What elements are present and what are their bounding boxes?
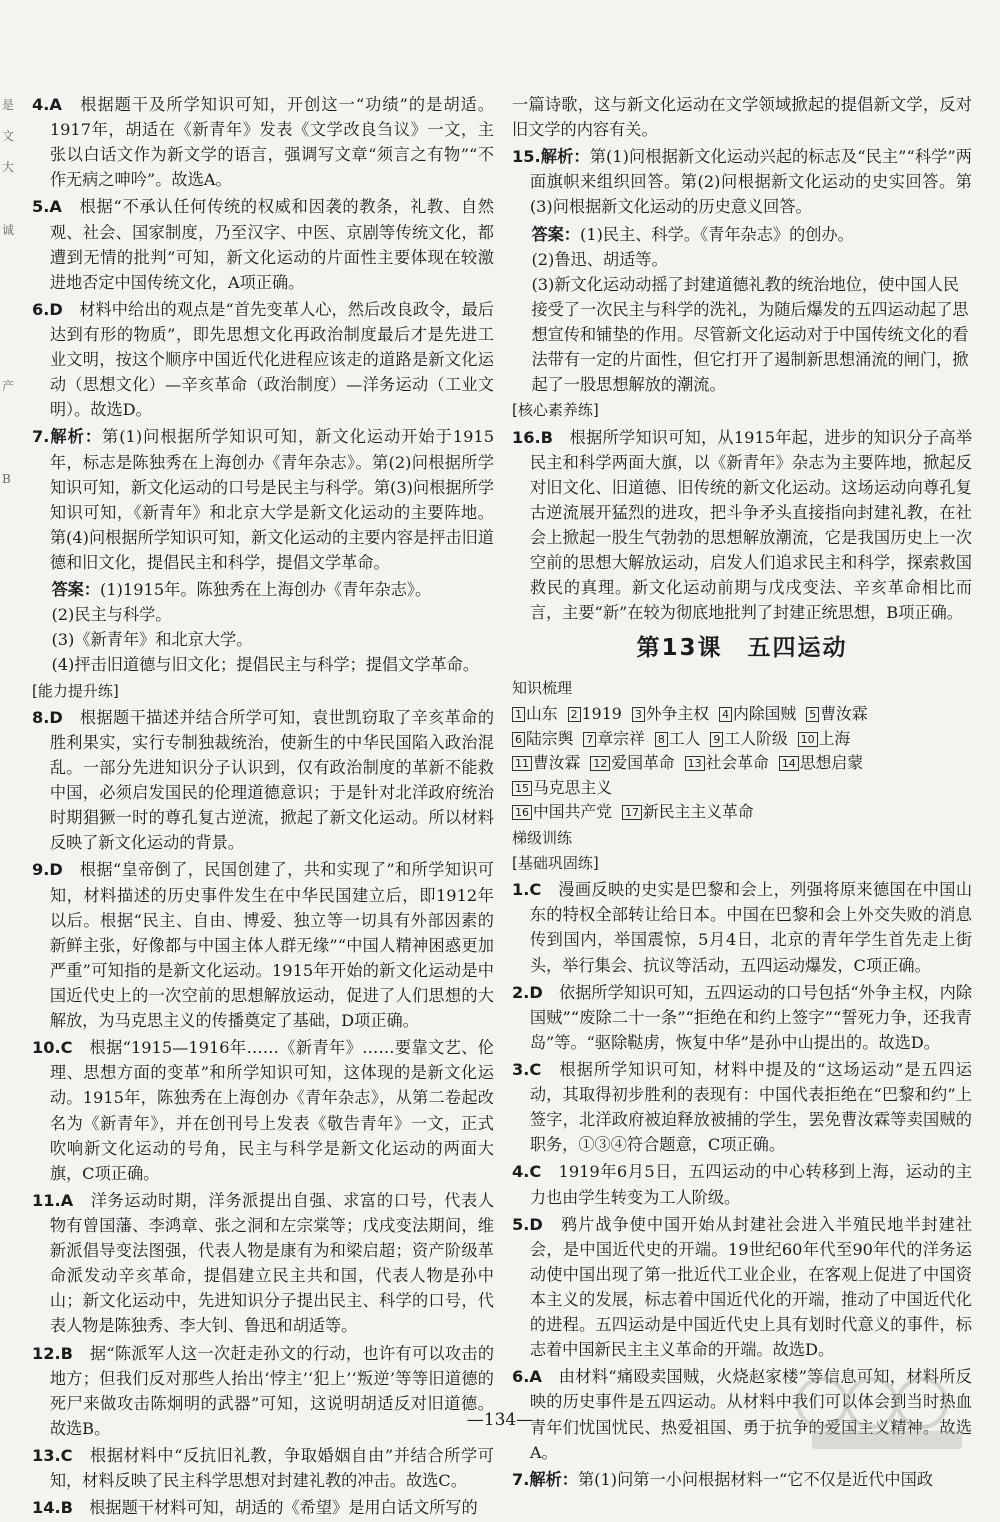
- knowledge-point-number: 3: [632, 707, 645, 722]
- question-number: 9.D: [32, 860, 63, 880]
- answer-entry: [32, 194, 494, 294]
- answer-entry-14-continued: 一篇诗歌，这与新文化运动在文学领域掀起的提倡新文学，反对旧文学的内容有关。: [512, 95, 972, 140]
- knowledge-point: [568, 702, 622, 726]
- knowledge-point: [622, 800, 754, 824]
- knowledge-point-text: 1919: [581, 704, 622, 724]
- answer-line: (3)新文化运动动摇了封建道德礼教的统治地位，使中国人民接受了一次民主与科学的洗礼，为随后爆发的五四运动起了思想宣传和铺垫的作用。尽管新文化运动对于中国传统文化的看法带有一定的片面性，但它打开了遏制新思想涌流的闸门，掀起了一股思想解放的潮流。: [531, 274, 969, 395]
- right-column: [512, 92, 972, 1494]
- answer-entry-7b: 7.解析：第(1)问第一小问根据材料一“它不仅是近代中国政: [512, 1469, 933, 1489]
- question-number: 6.D: [32, 299, 63, 319]
- ladder-heading: 梯级训练: [512, 828, 573, 847]
- section-ability: [能力提升练]: [32, 681, 119, 700]
- answer-line: (2)民主与科学。: [51, 605, 172, 625]
- answer-entry: [32, 1188, 494, 1339]
- knowledge-point-text: 中国共产党: [533, 802, 612, 822]
- knowledge-point-text: 上海: [818, 728, 851, 748]
- answer-entry: [32, 297, 494, 423]
- knowledge-heading: 知识梳理: [512, 679, 573, 698]
- answer-entry: [32, 857, 494, 1033]
- lesson-title: 第13课 五四运动: [636, 635, 848, 662]
- answer-text: 材料中给出的观点是“首先变革人心，然后改良政令，最后达到有形的物质”，即先思想文化再政治制度最后才是先进工业文明，按这个顺序中国近代化进程应该走的道路是新文化运动（思想文化）—辛亥革命（政治制度）—洋务运动（工业文明）。故选D。: [49, 299, 495, 420]
- knowledge-point-text: 爱国革命: [611, 753, 675, 773]
- knowledge-point-text: 工人: [668, 728, 701, 748]
- answer-entry-16: 16.B 根据所学知识可知，从1915年起，进步的知识分子高举民主和科学两面大旗，以《新青年》杂志为主要阵地，掀起反对旧文化、旧道德、旧传统的新文化运动。这场运动向尊孔复古逆流展开猛烈的进攻，把斗争矛头直接指向封建礼教，在社会上掀起一股生气勃勃的思想解放潮流，它是我国历史上一次空前的思想大解放运动，启发人们追求民主和科学，探索救国救民的真理。新文化运动前期与戊戌变法、辛亥革命相比而言，主要“新”在较为彻底地批判了封建正统思想，B项正确。: [512, 427, 973, 623]
- question-number: 3.C: [512, 1060, 542, 1080]
- knowledge-point-number: 6: [512, 732, 525, 747]
- question-number: 12.B: [32, 1343, 74, 1363]
- answer-label: 答案：(1)1915年。陈独秀在上海创办《青年杂志》。: [51, 580, 432, 600]
- answer-text: 1919年6月5日，五四运动的中心转移到上海，运动的主力也由学生转变为工人阶级。: [529, 1162, 973, 1207]
- knowledge-point-number: 10: [798, 732, 818, 747]
- answer-text: 漫画反映的史实是巴黎和会上，列强将原来德国在中国山东的特权全部转让给日本。中国在巴黎和会上外交失败的消息传到国内，举国震惊，5月4日，北京的青年学生首先走上街头，举行集会、抗议等活动，五四运动爆发，C项正确。: [529, 880, 973, 975]
- knowledge-point-number: 1: [512, 707, 525, 722]
- answer-line: (4)抨击旧道德与旧文化；提倡民主与科学；提倡文学革命。: [51, 655, 480, 675]
- knowledge-point: [590, 751, 674, 775]
- answer-text: 依据所学知识可知，五四运动的口号包括“外争主权，内除国贼”“废除二十一条”“拒绝在和约上签字”“誓死力争，还我青岛”等。“驱除鞑虏，恢复中华”是孙中山提出的。故选D。: [529, 982, 973, 1052]
- knowledge-point-text: 内除国贼: [733, 704, 797, 724]
- knowledge-point-number: 14: [779, 756, 799, 771]
- watermark-logo: [782, 1373, 982, 1453]
- question-number: 2.D: [512, 982, 543, 1002]
- knowledge-point-number: 2: [568, 707, 581, 722]
- answer-text: 据“陈派军人这一次赶走孙文的行动，也许有可以攻击的地方；但我们反对那些人抬出‘悖主’‘犯上’‘叛逆’等等旧道德的死尸来做攻击陈炯明的武器”可知，这说明胡适反对旧道德。故选B。: [49, 1343, 495, 1438]
- answer-text: 根据题干及所学知识可知，开创这一“功绩”的是胡适。1917年，胡适在《新青年》发表《文学改良刍议》一文，主张以白话文作为新文学的语言，强调写文章“须言之有物”“不作无病之呻吟”。故选A。: [49, 95, 494, 190]
- knowledge-point-number: 5: [806, 707, 819, 722]
- binding-edge-marks: 是 文 大 诚 产 B: [2, 98, 15, 487]
- knowledge-point-text: 山东: [526, 704, 558, 724]
- knowledge-point-number: 11: [512, 756, 532, 771]
- answer-line: (3)《新青年》和北京大学。: [51, 630, 253, 650]
- knowledge-point: [512, 727, 573, 751]
- knowledge-point: [512, 751, 580, 775]
- answer-text: 由材料“痛殴卖国贼，火烧赵家楼”等信息可知，材料所反映的历史事件是五四运动。从材料中我们可以体会到当时热血青年们忧国忧民、热爱祖国、勇于抗争的爱国主义精神。故选A。: [529, 1367, 972, 1462]
- answer-text: 根据所学知识可知，材料中提及的“这场运动”是五四运动，其取得初步胜利的表现有：中国代表拒绝在“巴黎和约”上签字，北洋政府被迫释放被捕的学生，罢免曹汝霖等卖国贼的职务，①③④符合题意，C项正确。: [529, 1060, 972, 1155]
- question-number: 5.A: [32, 197, 62, 217]
- answer-entry: [32, 705, 494, 856]
- knowledge-point-text: 陆宗舆: [526, 728, 574, 748]
- answer-entry: [32, 92, 494, 192]
- knowledge-point-number: 13: [685, 756, 705, 771]
- question-number: 4.A: [32, 95, 62, 114]
- knowledge-point: [719, 702, 796, 726]
- answer-text: 根据“皇帝倒了，民国创建了，共和实现了”和所学知识可知，材料描述的历史事件发生在中华民国建立后，即1912年以后。根据“民主、自由、博爱、独立等一切具有外部因素的新鲜主张，好像都与中国主体人群无缘”“中国人精神困惑更加严重”可知指的是新文化运动。1915年开始的新文化运动是中国近代史上的一次空前的思想解放运动，促进了人们思想的大解放，为马克思主义的传播奠定了基础，D项正确。: [49, 860, 494, 1031]
- knowledge-point: [779, 751, 863, 775]
- knowledge-point: [512, 800, 612, 824]
- question-number: 11.A: [32, 1190, 74, 1210]
- question-number: 14.B: [32, 1498, 74, 1518]
- question-number: 8.D: [32, 707, 63, 727]
- knowledge-point: [798, 727, 851, 751]
- answer-entry: [512, 980, 972, 1055]
- knowledge-point-text: 工人阶级: [724, 728, 788, 748]
- answer-entry-15: 15.解析：第(1)问根据新文化运动兴起的标志及“民主”“科学”两面旗帜来组织回答。第(2)问根据新文化运动的史实回答。第(3)问根据新文化运动的历史意义回答。: [512, 147, 972, 217]
- answer-line: (2)鲁迅、胡适等。: [531, 249, 668, 269]
- knowledge-point-number: 12: [590, 756, 610, 771]
- knowledge-point-text: 章宗祥: [597, 728, 645, 748]
- knowledge-point-text: 马克思主义: [533, 777, 612, 797]
- answer-text: 根据“1915—1916年……《新青年》……要靠文艺、伦理、思想方面的变革”和所学知识可知，这体现的是新文化运动。1915年，陈独秀在上海创办《青年杂志》，从第二卷起改名为《新青年》，并在创刊号上发表《敬告青年》一文，正式吹响新文化运动的号角，民主与科学是新文化运动的两面大旗，C项正确。: [49, 1038, 494, 1183]
- answer-text: 根据“不承认任何传统的权威和因袭的教条，礼教、自然观、社会、国家制度，乃至汉字、中医、京剧等传统文化，都遭到无情的批判”可知，新文化运动的片面性主要体现在较激进地否定中国传统文化，A项正确。: [49, 197, 494, 292]
- knowledge-point-text: 外争主权: [645, 704, 710, 724]
- knowledge-point-text: 思想启蒙: [799, 753, 864, 773]
- knowledge-point: [512, 776, 612, 800]
- knowledge-point-number: 16: [512, 805, 532, 820]
- answer-entry-7: 7.解析：第(1)问根据所学知识可知，新文化运动开始于1915年，标志是陈独秀在上海创办《青年杂志》。第(2)问根据所学知识可知，新文化运动的口号是民主与科学。第(3)问根据所学知识可知，《新青年》和北京大学是新文化运动的主要阵地。第(4)问根据所学知识可知，新文化运动的主要内容是抨击旧道德和旧文化，提倡民主和科学，提倡文学革命。: [32, 427, 494, 572]
- answer-text: 根据材料中“反抗旧礼教，争取婚姻自由”并结合所学可知，材料反映了民主科学思想对封建礼教的冲击。故选C。: [49, 1445, 494, 1491]
- answer-text: 鸦片战争使中国开始从封建社会进入半殖民地半封建社会，是中国近代史的开端。19世纪60年代至90年代的洋务运动使中国出现了第一批近代工业企业，在客观上促进了中国资本主义的发展，标志着中国近代化的开端，推动了中国近代化的进程。五四运动是中国近代史上具有划时代意义的事件，标志着中国新民主主义革命的开端。故选D。: [529, 1214, 973, 1360]
- answer-text: 洋务运动时期，洋务派提出自强、求富的口号，代表人物有曾国藩、李鸿章、张之洞和左宗棠等；戊戌变法期间，维新派倡导变法图强，代表人物是康有为和梁启超；资产阶级革命派发动辛亥革命，提倡建立民主共和国，代表人物是孙中山；新文化运动中，先进知识分子提出民主、科学的口号，代表人物是陈独秀、李大钊、鲁迅和胡适等。: [49, 1190, 495, 1336]
- left-column: [32, 92, 494, 1522]
- answer-text: 根据题干描述并结合所学可知，袁世凯窃取了辛亥革命的胜利果实，实行专制独裁统治，使新生的中华民国陷入政治混乱。一部分先进知识分子认识到，仅有政治制度的革新不能救中国，必须启发国民的伦理道德意识；于是针对北洋政府统治时期猖獗一时的尊孔复古逆流，掀起了新文化运动。所以材料反映了新文化运动的背景。: [49, 707, 495, 853]
- answer-entry: [32, 1495, 494, 1520]
- knowledge-point-number: 17: [622, 805, 642, 820]
- question-number: 1.C: [512, 880, 542, 900]
- answer-entry: [512, 1212, 972, 1363]
- answer-entry: [512, 877, 972, 977]
- question-number: 4.C: [512, 1162, 542, 1182]
- answer-entry: [32, 1035, 494, 1186]
- knowledge-point-number: 4: [719, 707, 732, 722]
- knowledge-point: [512, 702, 558, 726]
- question-number: 5.D: [512, 1214, 543, 1234]
- knowledge-point-number: 8: [655, 732, 668, 747]
- answer-label: 答案：(1)民主、科学。《青年杂志》的创办。: [531, 224, 854, 244]
- knowledge-point-text: 曹汝霖: [533, 753, 581, 773]
- knowledge-point-number: 15: [512, 781, 532, 796]
- knowledge-point: [632, 702, 709, 726]
- answer-entry: [32, 1443, 494, 1493]
- knowledge-points: [512, 702, 972, 824]
- knowledge-point-text: 社会革命: [705, 753, 769, 773]
- answer-text: 根据题干材料可知，胡适的《希望》是用白话文所写的: [89, 1498, 478, 1518]
- knowledge-point-number: 9: [710, 732, 723, 747]
- knowledge-point-number: 7: [583, 732, 596, 747]
- answer-entry: [512, 1057, 972, 1157]
- section-core: [核心素养练]: [512, 401, 599, 420]
- knowledge-point-text: 曹汝霖: [820, 704, 868, 724]
- question-number: 6.A: [512, 1367, 542, 1387]
- knowledge-point: [806, 702, 867, 726]
- knowledge-point: [685, 751, 769, 775]
- section-basic: [基础巩固练]: [512, 854, 599, 872]
- knowledge-point: [710, 727, 787, 751]
- question-number: 13.C: [32, 1445, 73, 1465]
- knowledge-point: [583, 727, 644, 751]
- question-number: 10.C: [32, 1038, 73, 1058]
- knowledge-point-text: 新民主主义革命: [643, 802, 754, 822]
- knowledge-point: [655, 727, 701, 751]
- answer-entry: [512, 1159, 972, 1209]
- page-number: —134—: [466, 1410, 534, 1430]
